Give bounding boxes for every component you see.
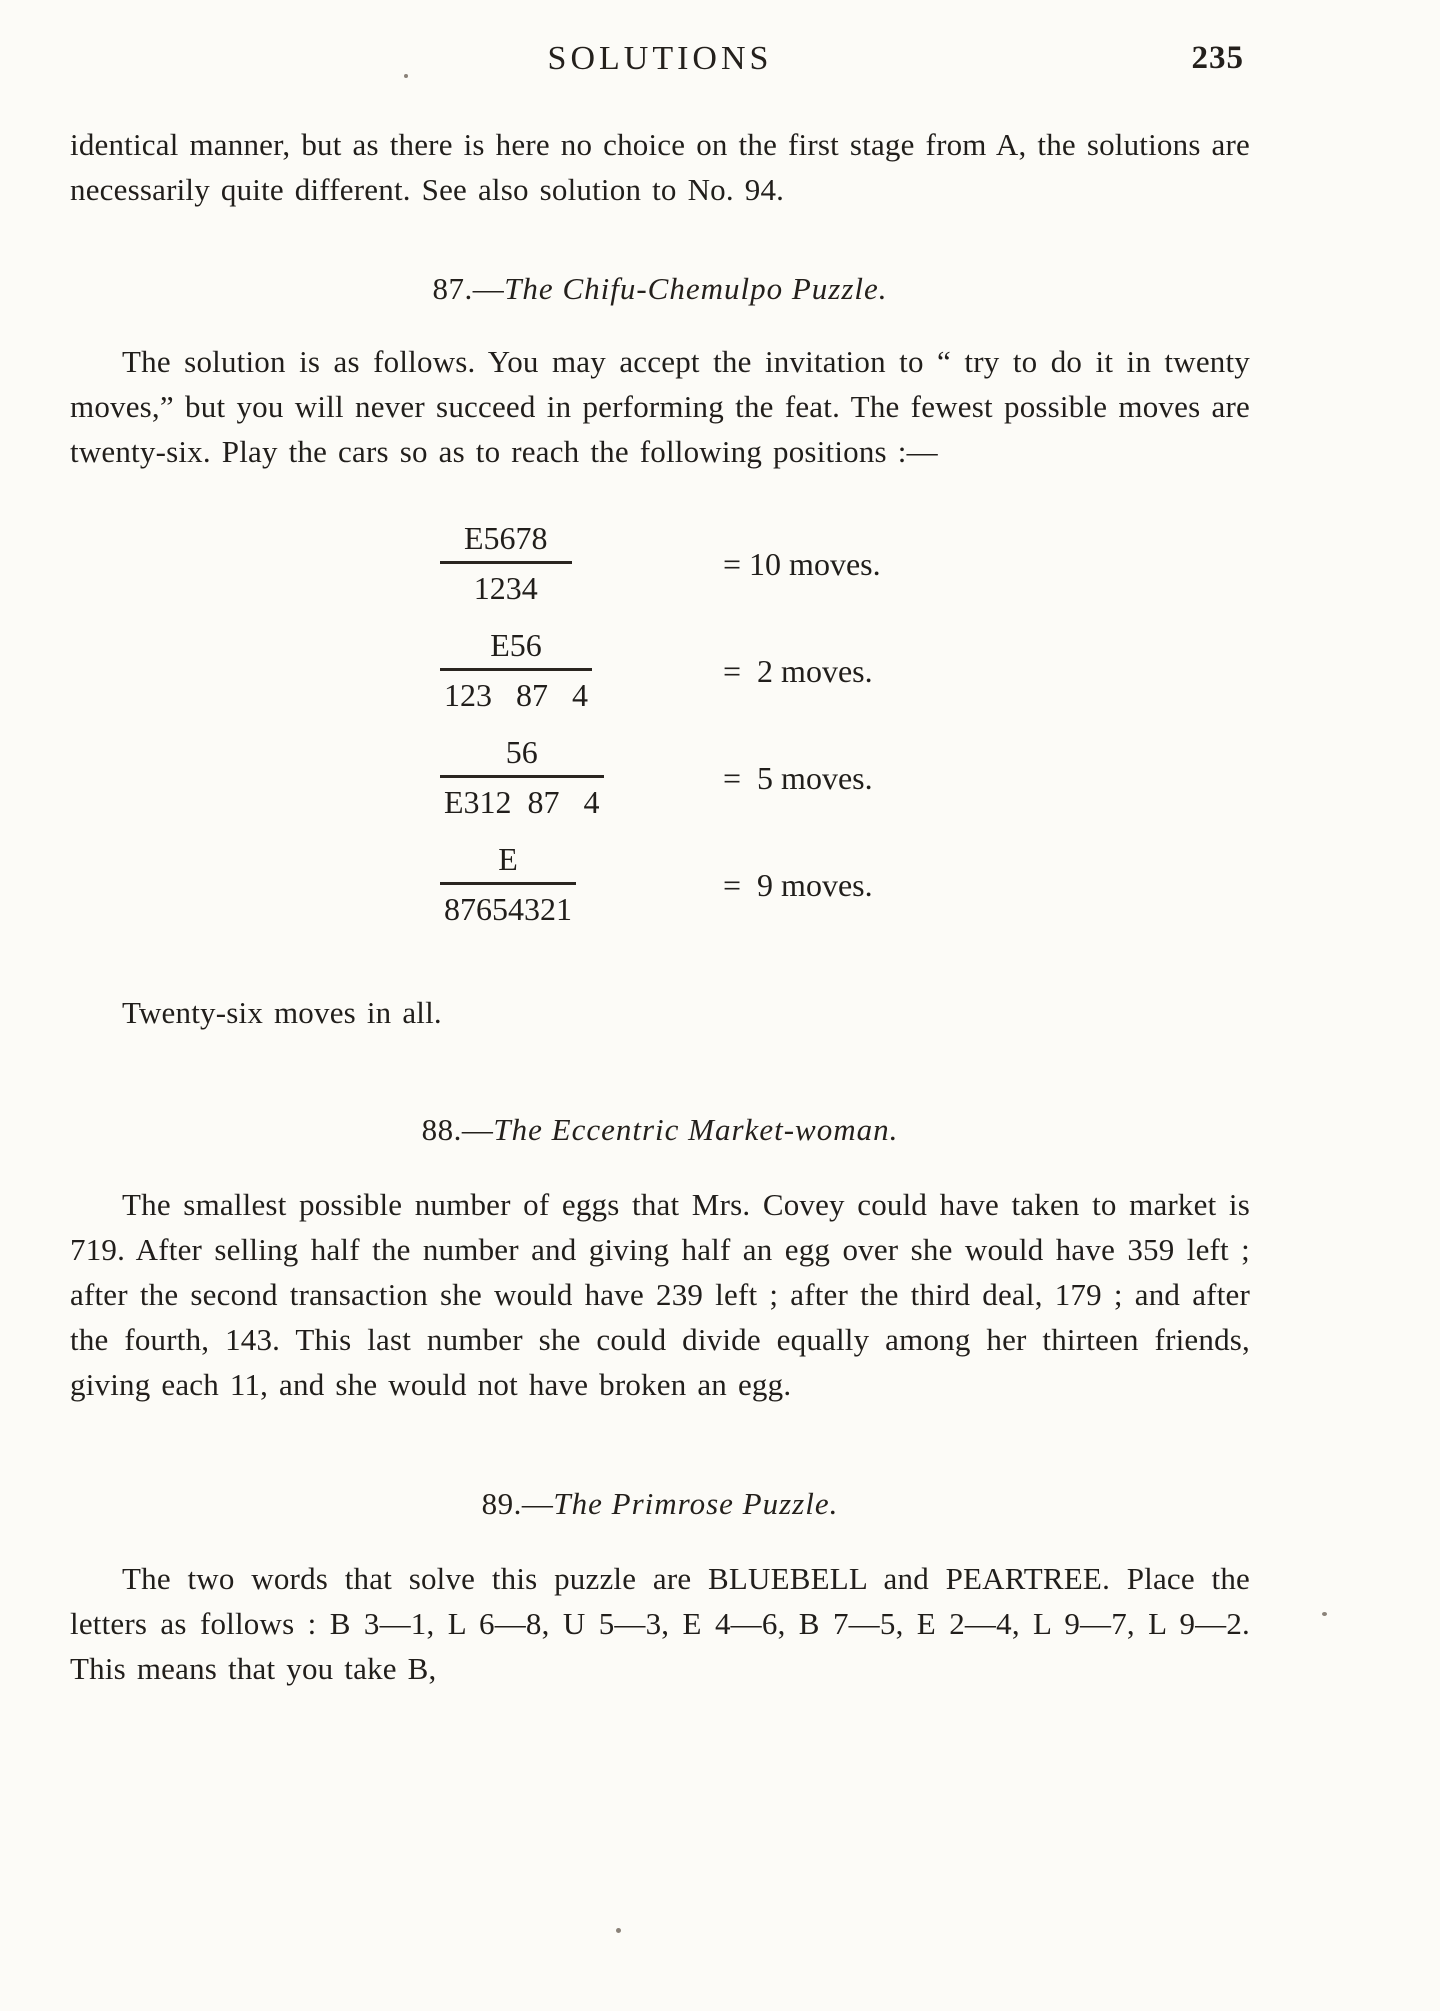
- paragraph-87-intro: The solution is as follows. You may accept the invitation to “ try to do it in twenty moves,” but you will never succeed in performing the feat. The fewest possible moves are twenty-six. Play the cars so as to reach the following positions :—: [70, 344, 1250, 469]
- section-title-87: The Chifu-Chemulpo Puzzle.: [504, 271, 888, 306]
- equation-row-1: [440, 518, 1250, 611]
- fraction-1-numerator: E5678: [440, 518, 572, 564]
- page-header: [70, 36, 1250, 88]
- fraction-column: [440, 518, 695, 611]
- equation-row-4: [440, 839, 1250, 932]
- fraction-column: [440, 625, 695, 718]
- fraction-2-numerator: E56: [440, 625, 592, 671]
- section-heading-89: [70, 1481, 1250, 1526]
- equation-row-2: [440, 625, 1250, 718]
- paragraph-89-body: The two words that solve this puzzle are BLUEBELL and PEARTREE. Place the letters as follows : B 3—1, L 6—8, U 5—3, E 4—6, B 7—5, E 2—4, L 9—7, L 9—2. This means that you take B,: [70, 1561, 1250, 1686]
- fraction-3-numerator: 56: [440, 732, 604, 778]
- page-number: 235: [1191, 40, 1244, 76]
- paragraph-moves-total: Twenty-six moves in all.: [122, 995, 442, 1030]
- scan-speckle: [404, 74, 408, 78]
- equation-1-result: = 10 moves.: [723, 546, 881, 582]
- fraction-4-denominator: 87654321: [444, 891, 572, 927]
- section-number-88: 88.—: [421, 1112, 494, 1147]
- equation-4-result: = 9 moves.: [723, 867, 873, 903]
- running-title: SOLUTIONS: [547, 40, 773, 77]
- section-number-89: 89.—: [481, 1486, 554, 1521]
- section-title-88: The Eccentric Market-woman.: [493, 1112, 899, 1147]
- fraction-1-denominator: 1234: [473, 570, 538, 606]
- paragraph-continuation: identical manner, but as there is here no choice on the first stage from A, the solutions are necessarily quite different. See also solution to No. 94.: [70, 127, 1250, 207]
- fraction-3-denominator: E312 87 4: [444, 784, 600, 820]
- equation-block: [440, 518, 1250, 932]
- fraction-1: [440, 518, 572, 608]
- fraction-3: [440, 732, 604, 822]
- section-heading-88: [70, 1107, 1250, 1152]
- scan-speckle: [616, 1928, 621, 1933]
- fraction-column: [440, 732, 695, 825]
- section-title-89: The Primrose Puzzle.: [553, 1486, 839, 1521]
- fraction-2-denominator: 123 87 4: [444, 677, 588, 713]
- section-number-87: 87.—: [432, 271, 505, 306]
- fraction-column: [440, 839, 695, 932]
- equation-3-result: = 5 moves.: [723, 760, 873, 796]
- equation-2-result: = 2 moves.: [723, 653, 873, 689]
- fraction-2: [440, 625, 592, 715]
- fraction-4: [440, 839, 576, 929]
- scan-speckle: [1322, 1612, 1327, 1616]
- fraction-4-numerator: E: [440, 839, 576, 885]
- paragraph-88-body: The smallest possible number of eggs that Mrs. Covey could have taken to market is 719. After selling half the number and giving half an egg over she would have 359 left ; after the second transaction she would have 239 left ; after the third deal, 179 ; and after the fourth, 143. This last number she could divide equally among her thirteen friends, giving each 11, and she would not have broken an egg.: [70, 1187, 1250, 1402]
- equation-row-3: [440, 732, 1250, 825]
- section-heading-87: [70, 266, 1250, 311]
